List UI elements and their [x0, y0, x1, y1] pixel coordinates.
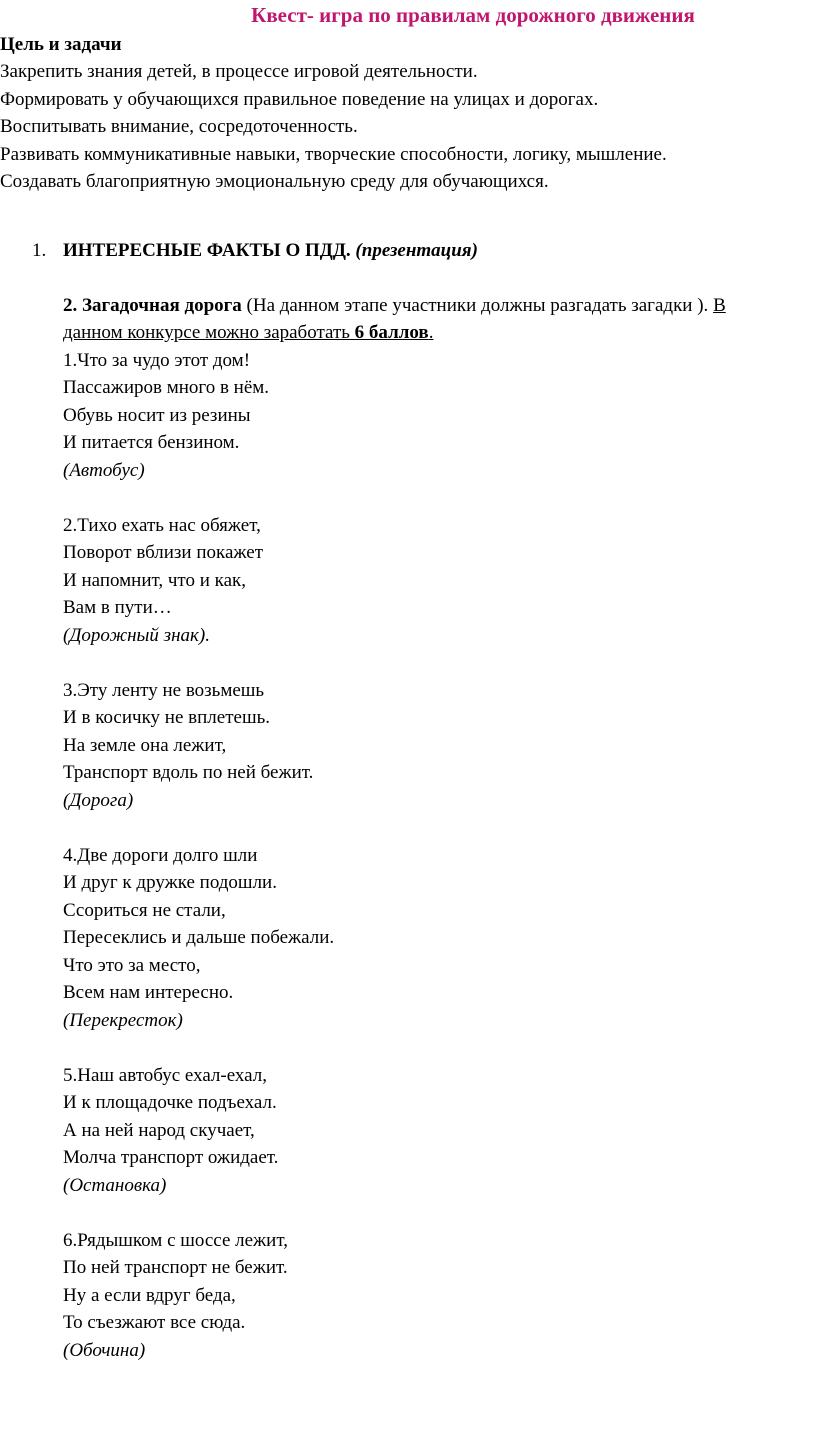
riddle-line: 1.Что за чудо этот дом! — [63, 350, 251, 371]
riddle-line: 2.Тихо ехать нас обяжет, — [63, 515, 261, 536]
riddle-line: То съезжают все сюда. — [63, 1312, 246, 1333]
riddle-answer: (Дорожный знак). — [63, 625, 210, 646]
riddle-line: А на ней народ скучает, — [63, 1120, 255, 1141]
section2-points: 6 баллов — [354, 322, 429, 343]
section2-points-line — [63, 319, 433, 346]
goals-heading: Цель и задачи — [0, 34, 122, 55]
section1-title: ИНТЕРЕСНЫЕ ФАКТЫ О ПДД. — [63, 240, 351, 261]
riddle-line: 6.Рядышком с шоссе лежит, — [63, 1230, 288, 1251]
riddle-line: И в косичку не вплетешь. — [63, 707, 270, 728]
goal-item: Развивать коммуникативные навыки, творческие способности, логику, мышление. — [0, 144, 667, 165]
riddle-line: Вам в пути… — [63, 597, 172, 618]
riddle-answer: (Обочина) — [63, 1340, 146, 1361]
riddle-answer: (Дорога) — [63, 790, 134, 811]
riddle-line: На земле она лежит, — [63, 735, 227, 756]
riddle-line: Ну а если вдруг беда, — [63, 1285, 236, 1306]
section1-note: (презентация) — [355, 240, 478, 261]
section2-intro: (На данном этапе участники должны разгадать загадки ). — [246, 295, 709, 316]
riddle-line: Ссориться не стали, — [63, 900, 226, 921]
riddle-line: Пересеклись и дальше побежали. — [63, 927, 335, 948]
section1-number: 1. — [32, 240, 47, 261]
riddle-line: Что это за место, — [63, 955, 201, 976]
riddle-answer: (Перекресток) — [63, 1010, 183, 1031]
goal-item: Формировать у обучающихся правильное поведение на улицах и дорогах. — [0, 89, 599, 110]
riddle-line: И к площадочке подъехал. — [63, 1092, 277, 1113]
riddle-line: Молча транспорт ожидает. — [63, 1147, 279, 1168]
riddle-line: Обувь носит из резины — [63, 405, 251, 426]
section2-underline-rest: данном конкурсе можно заработать — [63, 322, 350, 343]
riddle-line: И напомнит, что и как, — [63, 570, 246, 591]
riddle-line: И питается бензином. — [63, 432, 240, 453]
page-title: Квест- игра по правилам дорожного движения — [251, 3, 695, 27]
riddle-line: По ней транспорт не бежит. — [63, 1257, 288, 1278]
riddle-answer: (Автобус) — [63, 460, 145, 481]
riddle-line: Пассажиров много в нём. — [63, 377, 270, 398]
riddle-line: Транспорт вдоль по ней бежит. — [63, 762, 314, 783]
riddle-line: 5.Наш автобус ехал-ехал, — [63, 1065, 267, 1086]
riddle-line: Всем нам интересно. — [63, 982, 234, 1003]
goal-item: Закрепить знания детей, в процессе игровой деятельности. — [0, 61, 478, 82]
riddle-line: 4.Две дороги долго шли — [63, 845, 258, 866]
goal-item: Воспитывать внимание, сосредоточенность. — [0, 116, 358, 137]
section2-underline-start: В — [713, 295, 726, 316]
riddle-answer: (Остановка) — [63, 1175, 167, 1196]
riddle-line: 3.Эту ленту не возьмешь — [63, 680, 265, 701]
riddle-line: И друг к дружке подошли. — [63, 872, 277, 893]
section2-heading — [63, 292, 726, 319]
riddle-line: Поворот вблизи покажет — [63, 542, 264, 563]
section2-title: Загадочная дорога — [82, 295, 242, 316]
section2-period: . — [428, 322, 434, 343]
section1-heading — [63, 237, 478, 264]
goal-item: Создавать благоприятную эмоциональную среду для обучающихся. — [0, 171, 549, 192]
section2-number: 2. — [63, 295, 78, 316]
